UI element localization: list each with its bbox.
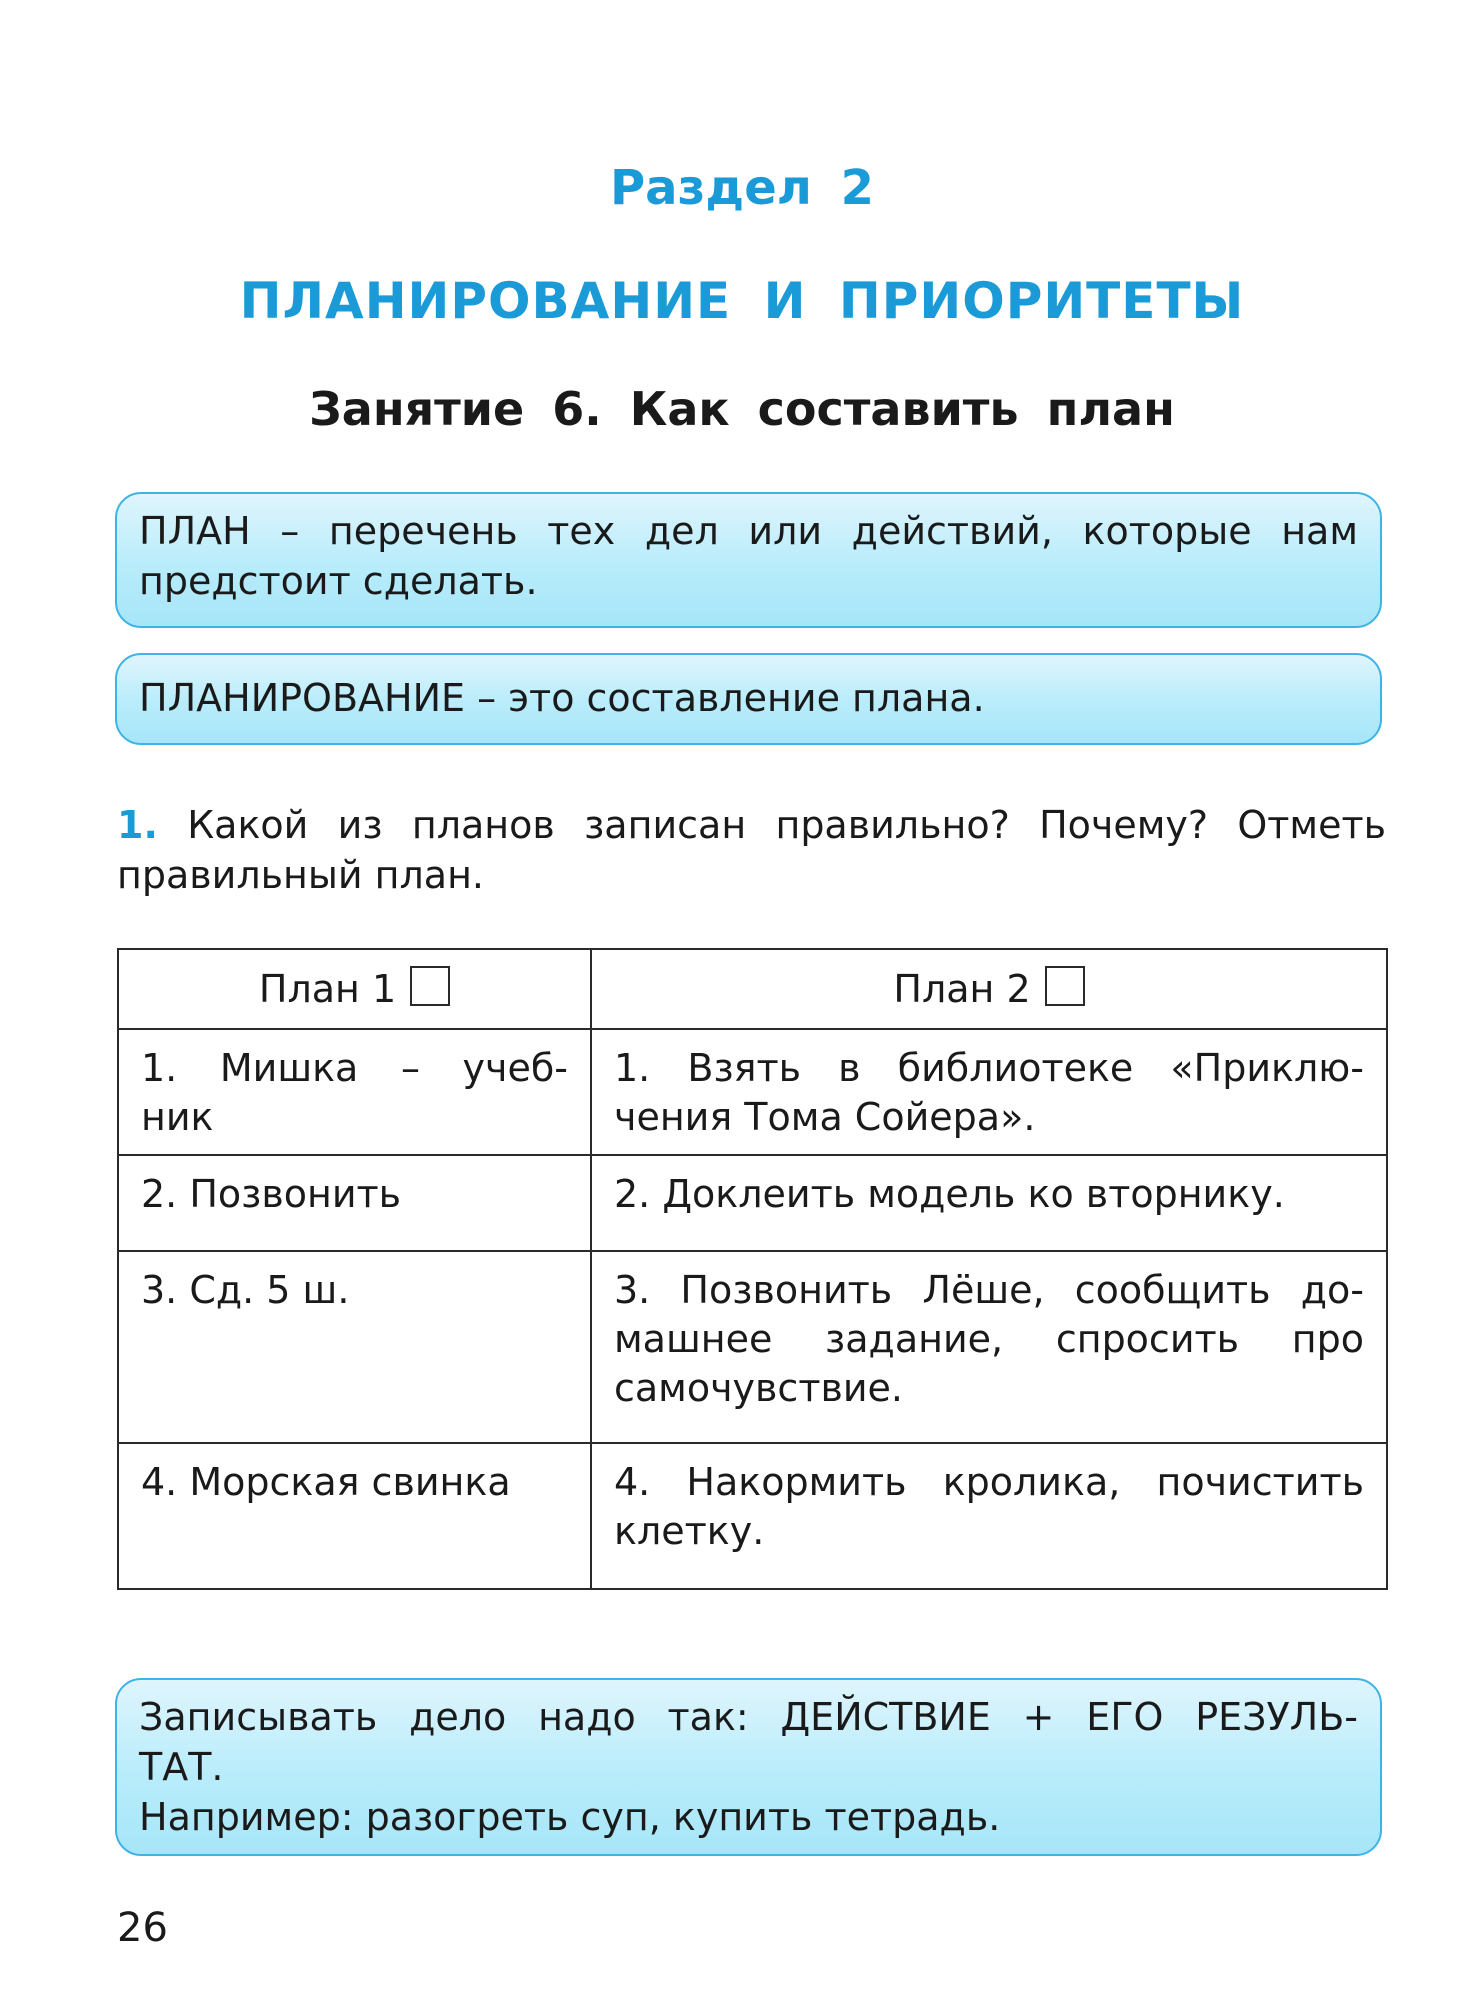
cell-line: 3. Сд. 5 ш.	[141, 1268, 350, 1312]
cell-line: 2. Позвонить	[141, 1172, 402, 1216]
cell-line: машнее задание, спросить про	[614, 1317, 1364, 1361]
cell-line: 2. Доклеить модель ко вторнику.	[614, 1172, 1285, 1216]
table-row	[118, 1029, 1387, 1155]
plan-1-checkbox[interactable]	[410, 966, 450, 1006]
task-1	[117, 800, 1386, 900]
cell-line: 4. Морская свинка	[141, 1460, 511, 1504]
plan-2-item-4	[591, 1443, 1387, 1589]
plan-definition-box	[115, 492, 1382, 628]
planning-definition-text: ПЛАНИРОВАНИЕ – это составление плана.	[139, 676, 985, 720]
rule-box	[115, 1678, 1382, 1856]
cell-line: 1. Мишка – учеб-	[141, 1046, 568, 1090]
plan-1-header	[118, 949, 591, 1029]
plan-1-item-4	[118, 1443, 591, 1589]
table-row	[118, 1251, 1387, 1443]
plan-2-header	[591, 949, 1387, 1029]
plan-1-item-2	[118, 1155, 591, 1251]
cell-line: чения Тома Сойера».	[614, 1095, 1036, 1139]
task-1-text-1: Какой из планов записан правильно? Почему? Отметь	[187, 803, 1386, 847]
plan-2-item-1	[591, 1029, 1387, 1155]
table-row	[118, 1155, 1387, 1251]
cell-line: 3. Позвонить Лёше, сообщить до-	[614, 1268, 1364, 1312]
plan-2-item-3	[591, 1251, 1387, 1443]
planning-definition-box	[115, 653, 1382, 745]
rule-line-3: Например: разогреть суп, купить тетрадь.	[139, 1795, 1001, 1839]
section-label: Раздел 2	[609, 160, 875, 216]
lesson-title: Занятие 6. Как составить план	[309, 382, 1175, 436]
cell-line: 4. Накормить кролика, почистить	[614, 1460, 1364, 1504]
task-number: 1.	[117, 803, 158, 847]
plans-table-header-row	[118, 949, 1387, 1029]
plan-2-checkbox[interactable]	[1045, 966, 1085, 1006]
page-number: 26	[117, 1905, 168, 1951]
plan-definition-line-2: предстоит сделать.	[139, 559, 538, 603]
cell-line: самочувствие.	[614, 1366, 904, 1410]
cell-line: ник	[141, 1095, 214, 1139]
plan-1-item-3	[118, 1251, 591, 1443]
table-row	[118, 1443, 1387, 1589]
rule-line-1: Записывать дело надо так: ДЕЙСТВИЕ + ЕГО РЕЗУЛЬ-	[139, 1695, 1358, 1739]
rule-line-2: ТАТ.	[139, 1745, 224, 1789]
cell-line: клетку.	[614, 1509, 765, 1553]
task-1-line-1	[117, 800, 1386, 850]
plan-1-header-label: План 1	[258, 966, 397, 1011]
plans-table	[117, 948, 1388, 1590]
plan-1-item-1	[118, 1029, 591, 1155]
plan-2-item-2	[591, 1155, 1387, 1251]
cell-line: 1. Взять в библиотеке «Приклю-	[614, 1046, 1364, 1090]
task-1-line-2: правильный план.	[117, 853, 484, 897]
plan-definition-line-1: ПЛАН – перечень тех дел или действий, которые нам	[139, 509, 1358, 553]
plan-2-header-label: План 2	[893, 966, 1031, 1011]
section-title: ПЛАНИРОВАНИЕ И ПРИОРИТЕТЫ	[239, 272, 1245, 330]
